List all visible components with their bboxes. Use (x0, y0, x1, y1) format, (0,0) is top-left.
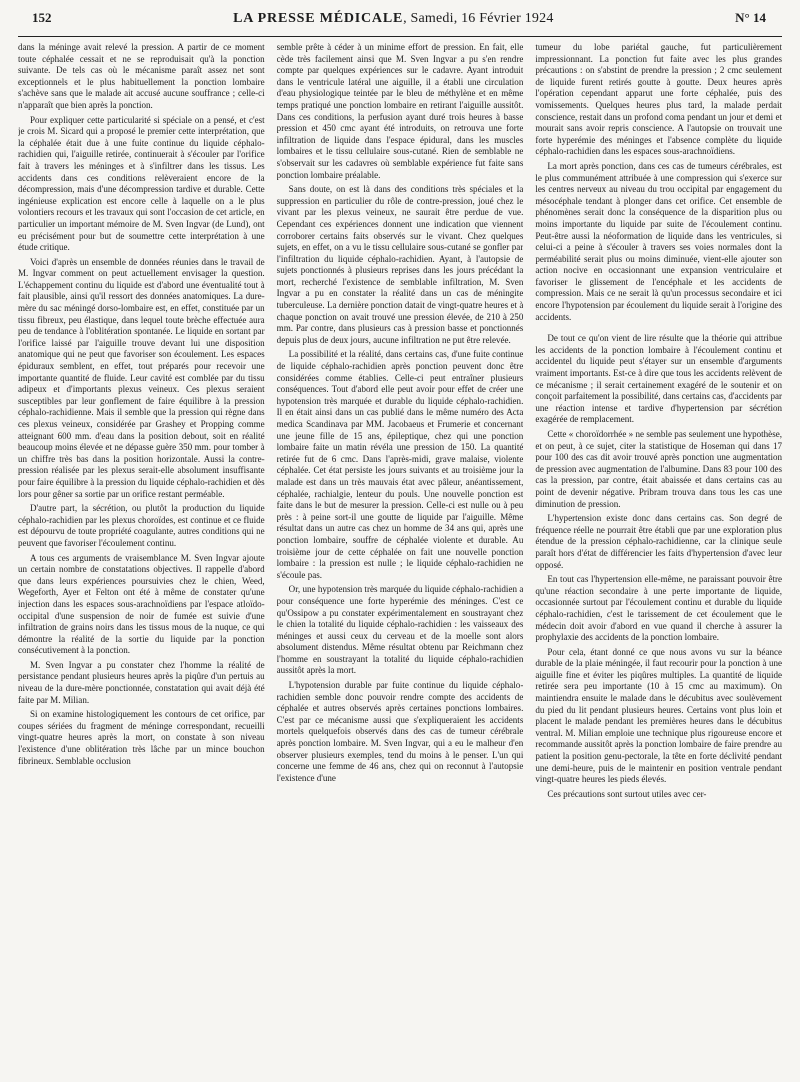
paragraph: tumeur du lobe pariétal gauche, fut particulièrement impressionnant. La ponction fut faite avec les plus grandes précautions : on s'abstint de prendre la pression ; 2 cmc seulement de liquide furent retirés goutte à goutte. Deux heures après l'opération cependant apparut une forte céphalée, puis des vomissements. Quelques heures plus tard, la malade perdait conscience, restait dans un profond coma pendant un jour et demi et mourait sans avoir repris conscience. A l'autopsie on trouvait une forte hyperémie des méninges et l'absence complète du liquide céphalo-rachidien dans les espaces sous-arachnoïdiens. (535, 42, 782, 157)
paragraph: dans la méninge avait relevé la pression. A partir de ce moment toute céphalée cessait et ne se reproduisait qu'à la ponction suivante. De tels cas où le mécanisme paraît assez net sont exceptionnels et le plus habituellement la ponction lombaire s'achève sans que le malade ait accusé aucune souffrance ; celle-ci n'apparaît que bien après la ponction. (18, 42, 265, 110)
column-1 (18, 42, 265, 1072)
page-header (18, 10, 782, 36)
paragraph: Or, une hypotension très marquée du liquide céphalo-rachidien a pour conséquence une forte hyperémie des méninges. C'est ce qu'Ossipow a pu constater expérimentalement en soustrayant chez le chien la totalité du liquide céphalo-rachidien : les vaisseaux des méninges et aussi ceux du cerveau et de la moelle sont alors absolument distendus. Même résultat obtenu par Reichmann chez l'homme en soustrayant la totalité du liquide céphalo-rachidien aussitôt après la mort. (276, 584, 524, 676)
paragraph: semble prête à céder à un minime effort de pression. En fait, elle cède très facilement ainsi que M. Sven Ingvar a pu s'en rendre compte par quelques expériences sur le cadavre. Ayant introduit dans le ventricule latéral une aiguille, il a établi une circulation d'eau physiologique teintée par le bleu de méthylène et en même temps pratiqué une ponction lombaire en retirant l'aiguille aussitôt. Dans ces conditions, la perfusion ayant duré trois heures à basse pression et 450 cmc ayant été introduits, on retrouva une forte infiltration de liquide dans l'espace épidural, dans les muscles lombaires et le tissu cellulaire sous-cutané. Rien de semblable ne s'observait sur les cadavres où semblable expérience fut faite sans ponction lombaire préalable. (276, 42, 524, 180)
issue-number: N° 14 (735, 10, 766, 25)
paragraph: Ces précautions sont surtout utiles avec cer- (547, 788, 707, 799)
paragraph: L'hypotension durable par fuite continue du liquide céphalo-rachidien semble donc pouvoir rendre compte des accidents de céphalée et autres observés après certaines ponctions lombaires. C'est par ce mécanisme aussi que s'expliqueraient les accidents mortels quelquefois observés dans des cas de tumeur cérébrale après ponction lombaire. M. Sven Ingvar, qui a eu le malheur d'en observer plusieurs exemples, tend du moins à le penser. L'un qui concerne une femme de 46 ans, chez qui on reconnut à l'autopsie l'existence d'une (276, 680, 524, 783)
paragraph: M. Sven Ingvar a pu constater chez l'homme la réalité de persistance pendant plusieurs heures après la piqûre d'un pertuis au niveau de la dure-mère ponctionnée, constatation qui avait déjà été faite par M. Milian. (18, 659, 265, 705)
paragraph: L'hypertension existe donc dans certains cas. Son degré de fréquence réelle ne pourrait être établi que par une exploration plus étendue de la pression céphalo-rachidienne, car la clinique seule paraît hors d'état de différencier les faits d'hypertension d'avec leur opposé. (535, 513, 782, 570)
journal-name: LA PRESSE MÉDICALE (233, 11, 404, 26)
running-title (233, 11, 553, 27)
paragraph: Pour expliquer cette particularité si spéciale on a pensé, et c'est je crois M. Sicard qui a proposé le premier cette interprétation, que la céphalée était due à une fuite continue du liquide céphalo-rachidien qui, l'aiguille retirée, continuerait à s'écouler par l'orifice fait à travers les méninges et à s'infiltrer dans les tissus. Les accidents dans ces conditions relèveraient encore de la décompression, mais d'une décompression tardive et durable. Cette ingénieuse explication est encore celle à laquelle on a le plus volontiers recours et les travaux qui sont l'occasion de cet article, en particulier un important mémoire de M. Sven Ingvar (de Lund), ont eu précisément pour but de soumettre cette interprétation à une étude critique. (18, 114, 265, 253)
header-rule (18, 36, 782, 37)
paragraph: D'autre part, la sécrétion, ou plutôt la production du liquide céphalo-rachidien par les plexus choroïdes, est continue et ce fluide est dépourvu de toute propriété coagulante, autres conditions qui ne peuvent que favoriser l'écoulement continu. (18, 503, 265, 548)
paragraph: De tout ce qu'on vient de lire résulte que la théorie qui attribue les accidents de la ponction lombaire à l'écoulement continu et accidentel du liquide peut s'étayer sur un ensemble d'arguments vraiment importants. Est-ce à dire que tous les accidents relèvent de ce mécanisme ; il serait certainement exagéré de le soutenir et on conçoit parfaitement la possibilité, dans certains cas, d'accidents par une réaction intense et tardive d'hypertension par sécrétion exagérée de remplacement. (535, 333, 782, 425)
paragraph: Pour cela, étant donné ce que nous avons vu sur la béance durable de la plaie méningée, il faut recourir pour la ponction à une aiguille fine et éviter les piqûres multiples. La quantité de liquide retirée sera peu importante (10 à 15 cmc au maximum). On maintiendra ensuite le malade dans le décubitus avec soulèvement du pied du lit pendant plusieurs heures. Certains vont plus loin et placent le malade pendant les premières heures dans le décubitus ventral. M. Milian emploie une technique plus rigoureuse encore et recommande aussitôt après la ponction lombaire de faire prendre au patient la position genu-pectorale, la tête en forte déclivité pendant une demi-heure, puis de le maintenir en position ventrale pendant vingt-quatre heures les pieds élevés. (535, 646, 782, 785)
column-2 (277, 42, 524, 1072)
paragraph: Sans doute, on est là dans des conditions très spéciales et la suppression en particulier du rôle de contre-pression, joué chez le vivant par les plexus veineux, ne saurait être perdue de vue. Cependant ces expériences donnent une indication que viennent corroborer certains faits observés sur le vivant. Chez quelques sujets, en effet, on a vu le tissu cellulaire sous-cutané se gonfler par l'infiltration du liquide céphalo-rachidien. Ayant, à l'autopsie de sujets ponctionnés à plusieurs reprises dans les jours précédant la mort, recherché l'existence de semblable infiltration, M. Sven Ingvar a pu en constater la réalité dans un cas de méningite tuberculeuse. La dernière ponction datait de vingt-quatre heures et à chaque ponction on avait trouvé une pression élevée, de 210 à 250 mm. Par contre, dans plusieurs cas à pression basse et ponctionnés depuis plus de deux jours, aucune infiltration ne put être relevée. (276, 184, 524, 345)
paragraph: Cette « choroïdorrhée » ne semble pas seulement une hypothèse, et on peut, à ce sujet, citer la statistique de Hoseman qui dans 17 pour 100 des cas dit avoir trouvé après ponction une augmentation de pression avec augmentation de l'albumine. Dans 83 pour 100 des cas la pression, par contre, était abaissée et dans certains cas au point de devenir négative. Pribram trouva dans tous les cas une diminution de pression. (535, 429, 782, 509)
article-body (18, 42, 782, 1072)
paragraph: La mort après ponction, dans ces cas de tumeurs cérébrales, est le plus communément attribuée à une compression qui s'exerce sur les centres nerveux au niveau du trou occipital par engagement du mésocéphale tendant à plonger dans cet orifice. Cet ensemble de phénomènes serait donc la conséquence de la disparition plus ou moins importante du liquide par suite de l'écoulement continu. Peut-être aussi la néoformation de liquide dans les ventricules, si celui-ci a peine à s'écouler à travers ses voies normales dont la perméabilité serait plus ou moins diminuée, vient-elle ajouter son action nocive en occasionnant une expansion ventriculaire et favoriser le glissement de l'encéphale et les accidents de compression. Mais ce ne serait là qu'un processus secondaire et ici encore l'hypotension par écoulement du liquide serait à l'origine des accidents. (535, 160, 782, 322)
column-3 (535, 42, 782, 1072)
paragraph: La possibilité et la réalité, dans certains cas, d'une fuite continue de liquide céphalo-rachidien après ponction peuvent donc être considérées comme établies. Celle-ci peut entraîner plusieurs conséquences. Tout d'abord elle peut avoir pour effet de créer une hypotension très marquée et durable du liquide céphalo-rachidien. Il en était ainsi dans un cas publié dans le même numéro des Acta medica Scandinava par MM. Jacobaeus et Frumerie et concernant une jeune fille de 15 ans, épileptique, chez qui une ponction lombaire faite un matin révéla une pression de 150. La quantité retirée fut de 6 cmc. Dans l'après-midi, grave malaise, violente céphalée. Cet état persiste les jours suivants et au troisième jour la malade est dans un très mauvais état avec pâleur, anéantissement, céphalée, rachialgie, lenteur du pouls. Une nouvelle ponction est faite dans le but de mesurer la pression. Celle-ci est nulle ou à peu près : à peine sort-il une goutte de liquide par l'aiguille. Même résultat dans un autre cas chez un homme de 34 ans qui, après une ponction lombaire, souffre de céphalée violente et durable. Au troisième jour de cette céphalée on fait une nouvelle ponction lombaire : la pression est nulle ; le liquide céphalo-rachidien ne s'écoule pas. (276, 349, 524, 580)
paragraph: Voici d'après un ensemble de données réunies dans le travail de M. Ingvar comment on peut actuellement envisager la question. L'échappement continu du liquide est d'abord une éventualité tout à fait plausible, ainsi qu'il ressort des données anatomiques. La dure-mère du sac méningé dorso-lombaire est, en effet, constituée par un tissu fibreux, peu élastique, dans lequel toute brèche effectuée aura peu de tendance à l'oblitération spontanée. Le liquide en sortant par l'orifice laissé par l'aiguille trouve devant lui une disposition anatomique qui ne peut que favoriser son écoulement. Les espaces épiduraux semblent, en effet, tout préparés pour recevoir une importante quantité de fluide. Leur cavité est comblée par du tissu adipeux et d'importants plexus veineux. Ces plexus seraient susceptibles par leur gonflement de faire équilibre à la pression céphalo-rachidienne. Mais il semble que la pression qui règne dans ces plexus veineux, considérée par Grashey et Propping comme atteignant 600 mm. d'eau dans la position debout, soit en réalité beaucoup moins élevée et ne dépasse guère 350 mm. pour tomber à un chiffre très bas dans la position horizontale. Aussi la contre-pression réalisée par les plexus serait-elle absolument insuffisante pour faire équilibre à la pression du liquide céphalo-rachidien et dès lors pour gêner sa sortie par un orifice restant perméable. (18, 256, 265, 499)
paragraph: A tous ces arguments de vraisemblance M. Sven Ingvar ajoute un certain nombre de constatations objectives. Il rappelle d'abord que dans leurs expériences poursuivies chez le chien, Weed, Wegeforth, Ayer et Felton ont été à même de constater qu'une injection dans les espaces sous-arachnoïdiens par l'espace atloïdo-occipital d'une suspension de noir de fumée est suivie d'une infiltration de grains noirs dans les tissus mous de la nuque, ce qui démontre la réalité de la sortie du liquide par la ponction consécutivement à la ponction. (18, 552, 265, 656)
paragraph: En tout cas l'hypertension elle-même, ne paraissant pouvoir être qu'une réaction secondaire à une perte importante de liquide, occasionnée surtout par l'écoulement continu et durable du liquide céphalo-rachidien, c'est le tarissement de cet écoulement que le médecin doit avoir d'abord en vue quand il cherche à assurer la prophylaxie des accidents de la ponction lombaire. (535, 574, 782, 643)
page-number: 152 (32, 10, 52, 25)
paragraph: Si on examine histologiquement les contours de cet orifice, par coupes sériées du fragment de méninge correspondant, recueilli vingt-quatre heures après la mort, on constate à son niveau l'existence d'une oblitération très lâche par un mince bouchon fibrineux. Semblable occlusion (18, 709, 265, 766)
issue-date: , Samedi, 16 Février 1924 (403, 11, 554, 26)
